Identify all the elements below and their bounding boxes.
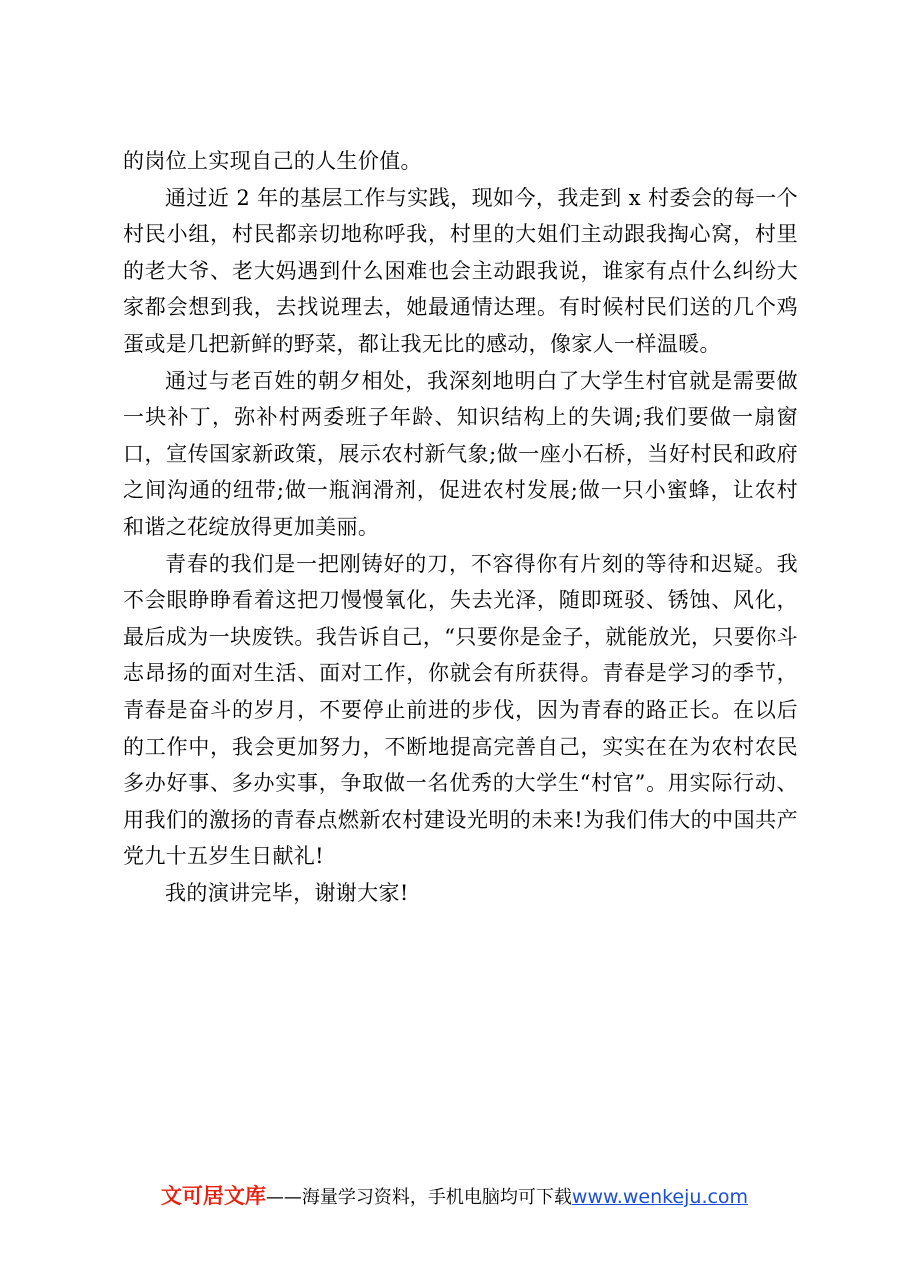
document-body [123, 143, 798, 911]
footer-banner [0, 1180, 909, 1210]
paragraph-2: 通过近 2 年的基层工作与实践，现如今，我走到 x 村委会的每一个村民小组，村民都亲切地称呼我，村里的大姐们主动跟我掏心窝，村里的老大爷、老大妈遇到什么困难也会主动跟我说，谁家有点什么纠纷大家都会想到我，去找说理去，她最通情达理。有时候村民们送的几个鸡蛋或是几把新鲜的野菜，都让我无比的感动，像家人一样温暖。 [123, 185, 798, 356]
paragraph-5: 我的演讲完毕，谢谢大家! [165, 880, 409, 905]
paragraph-3: 通过与老百姓的朝夕相处，我深刻地明白了大学生村官就是需要做一块补丁，弥补村两委班子年龄、知识结构上的失调;我们要做一扇窗口，宣传国家新政策，展示农村新气象;做一座小石桥，当好村民和政府之间沟通的纽带;做一瓶润滑剂，促进农村发展;做一只小蜜蜂，让农村和谐之花绽放得更加美丽。 [123, 368, 798, 539]
paragraph-1: 的岗位上实现自己的人生价值。 [123, 149, 422, 173]
footer-brand: 文可居文库 [160, 1184, 266, 1208]
paragraph-4: 青春的我们是一把刚铸好的刀，不容得你有片刻的等待和迟疑。我不会眼睁睁看着这把刀慢慢氧化，失去光泽，随即斑驳、锈蚀、风化，最后成为一块废铁。我告诉自己，“只要你是金子，就能放光，只要你斗志昂扬的面对生活、面对工作，你就会有所获得。青春是学习的季节，青春是奋斗的岁月，不要停止前进的步伐，因为青春的路正长。在以后的工作中，我会更加努力，不断地提高完善自己，实实在在为农村农民多办好事、多办实事，争取做一名优秀的大学生“村官”。用实际行动、用我们的激扬的青春点燃新农村建设光明的未来!为我们伟大的中国共产党九十五岁生日献礼! [123, 551, 798, 869]
footer-website-link[interactable]: www.wenkeju.com [571, 1186, 749, 1208]
footer-tagline: ——海量学习资料，手机电脑均可下载 [265, 1187, 572, 1208]
